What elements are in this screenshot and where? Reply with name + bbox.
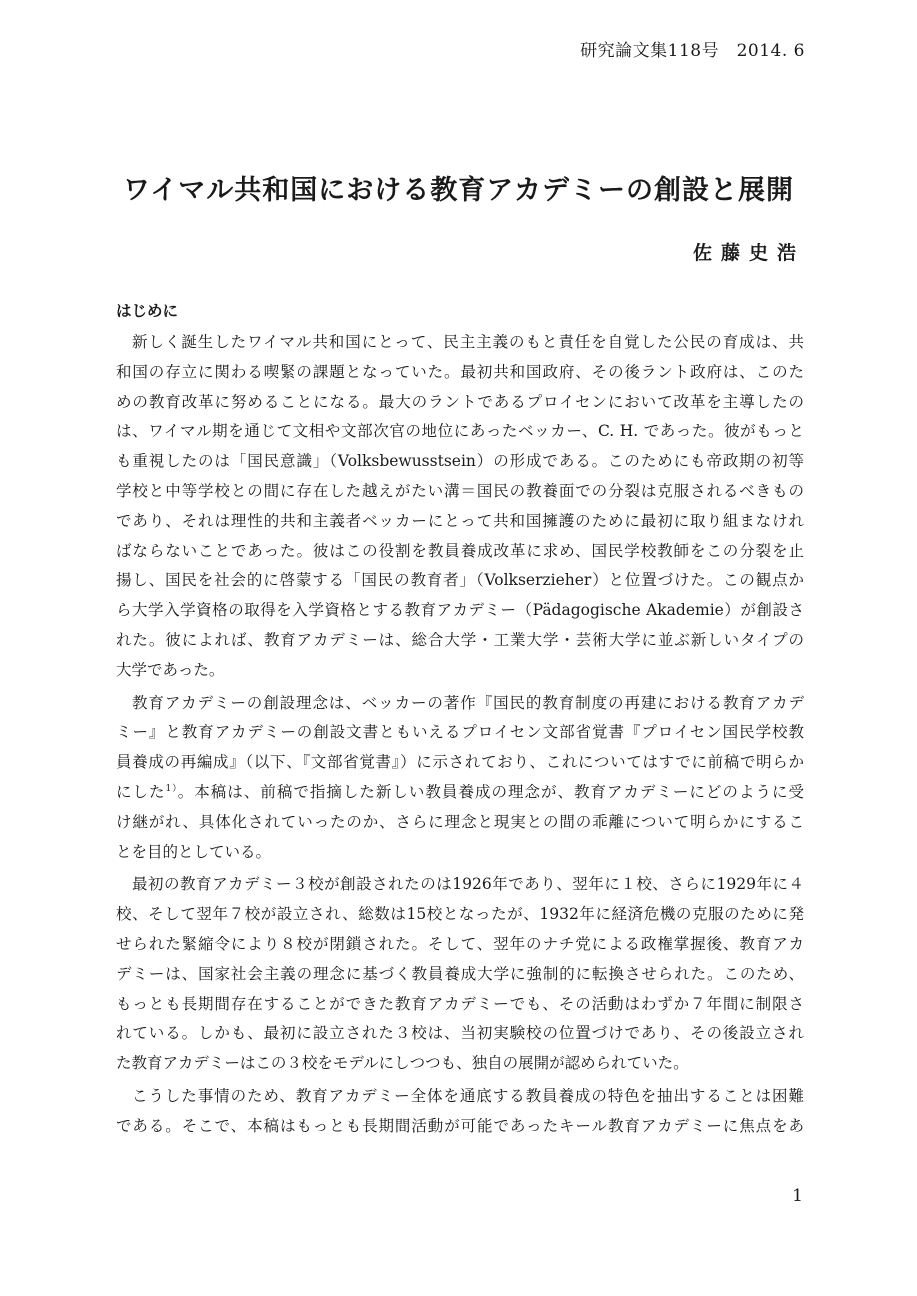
text-line: け継がれ、具体化されていったのか、さらに理念と現実との間の乖離について明らかにするこ bbox=[116, 812, 804, 831]
text-line: とを目的としている。 bbox=[116, 842, 272, 861]
text-line: 揚し、国民を社会的に啓蒙する「国民の教育者」（Volkserzieher）と位置づけた。この観点か bbox=[116, 571, 804, 590]
text-line: 教育アカデミーの創設理念は、ベッカーの著作『国民的教育制度の再建における教育アカデ bbox=[132, 693, 804, 712]
paragraph-2 bbox=[116, 689, 804, 868]
text-line: こうした事情のため、教育アカデミー全体を通底する教員養成の特色を抽出することは困難 bbox=[132, 1086, 804, 1105]
body-text bbox=[116, 290, 804, 1145]
paragraph-4 bbox=[116, 1082, 804, 1142]
text-line: デミーは、国家社会主義の理念に基づく教員養成大学に強制的に転換させられた。このため、 bbox=[116, 964, 804, 983]
running-header: 研究論文集118号 2014. 6 bbox=[580, 41, 805, 61]
text-line: 最初の教育アカデミー３校が創設されたのは1926年であり、翌年に１校、さらに1929年に４ bbox=[132, 875, 804, 894]
page-number: 1 bbox=[792, 1186, 803, 1206]
text-segment: 。本稿は、前稿で指摘した新しい教員養成の理念が、教育アカデミーにどのように受 bbox=[177, 782, 804, 801]
section-heading: はじめに bbox=[116, 302, 179, 320]
text-line: ミー』と教育アカデミーの創設文書ともいえるプロイセン文部省覚書『プロイセン国民学校教 bbox=[116, 723, 804, 742]
text-line: 大学であった。 bbox=[116, 660, 225, 679]
text-line: ら大学入学資格の取得を入学資格とする教育アカデミー（Pädagogische Akademie）が創設さ bbox=[116, 601, 804, 620]
text-line: 学校と中等学校との間に存在した越えがたい溝＝国民の教養面での分裂は克服されるべきもの bbox=[116, 481, 804, 500]
text-line: れた。彼によれば、教育アカデミーは、総合大学・工業大学・芸術大学に並ぶ新しいタイプの bbox=[116, 630, 804, 649]
footnote-marker[interactable]: 1） bbox=[165, 783, 178, 794]
text-line: であり、それは理性的共和主義者ベッカーにとって共和国擁護のために最初に取り組まなけれ bbox=[116, 511, 804, 530]
author-name: 佐藤史浩 bbox=[692, 242, 805, 264]
text-line: もっとも長期間存在することができた教育アカデミーでも、その活動はわずか７年間に制限さ bbox=[116, 994, 804, 1013]
text-line: せられた緊縮令により８校が閉鎖された。そして、翌年のナチ党による政権掌握後、教育アカ bbox=[116, 934, 804, 953]
text-line: である。そこで、本稿はもっとも長期間活動が可能であったキール教育アカデミーに焦点をあ bbox=[116, 1116, 804, 1135]
text-line: めの教育改革に努めることになる。最大のラントであるプロイセンにおいて改革を主導したの bbox=[116, 392, 804, 411]
text-line: は、ワイマル期を通じて文相や文部次官の地位にあったベッカー、C. H. であった。彼がもっと bbox=[116, 422, 804, 441]
text-line: 新しく誕生したワイマル共和国にとって、民主主義のもと責任を自覚した公民の育成は、共 bbox=[132, 333, 804, 351]
text-line: た教育アカデミーはこの３校をモデルにしつつも、独自の展開が認められていた。 bbox=[116, 1054, 689, 1073]
text-segment: にした bbox=[116, 782, 166, 801]
paper-title: ワイマル共和国における教育アカデミーの創設と展開 bbox=[123, 175, 794, 206]
paragraph-3 bbox=[116, 870, 804, 1079]
text-line: 員養成の再編成』（以下、『文部省覚書』）に示されており、これについてはすでに前稿で明らか bbox=[116, 753, 804, 772]
text-line-with-footnote bbox=[116, 778, 804, 808]
text-line: ばならないことであった。彼はこの役割を教員養成改革に求め、国民学校教師をこの分裂を止 bbox=[116, 541, 804, 560]
text-line: 校、そして翌年７校が設立され、総数は15校となったが、1932年に経済危機の克服のために発 bbox=[116, 905, 804, 924]
paragraph-1 bbox=[116, 328, 804, 686]
text-line: れている。しかも、最初に設立された３校は、当初実験校の位置づけであり、その後設立され bbox=[116, 1024, 804, 1043]
text-line: 和国の存立に関わる喫緊の課題となっていた。最初共和国政府、その後ラント政府は、このた bbox=[116, 362, 804, 381]
text-line: も重視したのは「国民意識」（Volksbewusstsein）の形成である。このためにも帝政期の初等 bbox=[116, 452, 804, 471]
